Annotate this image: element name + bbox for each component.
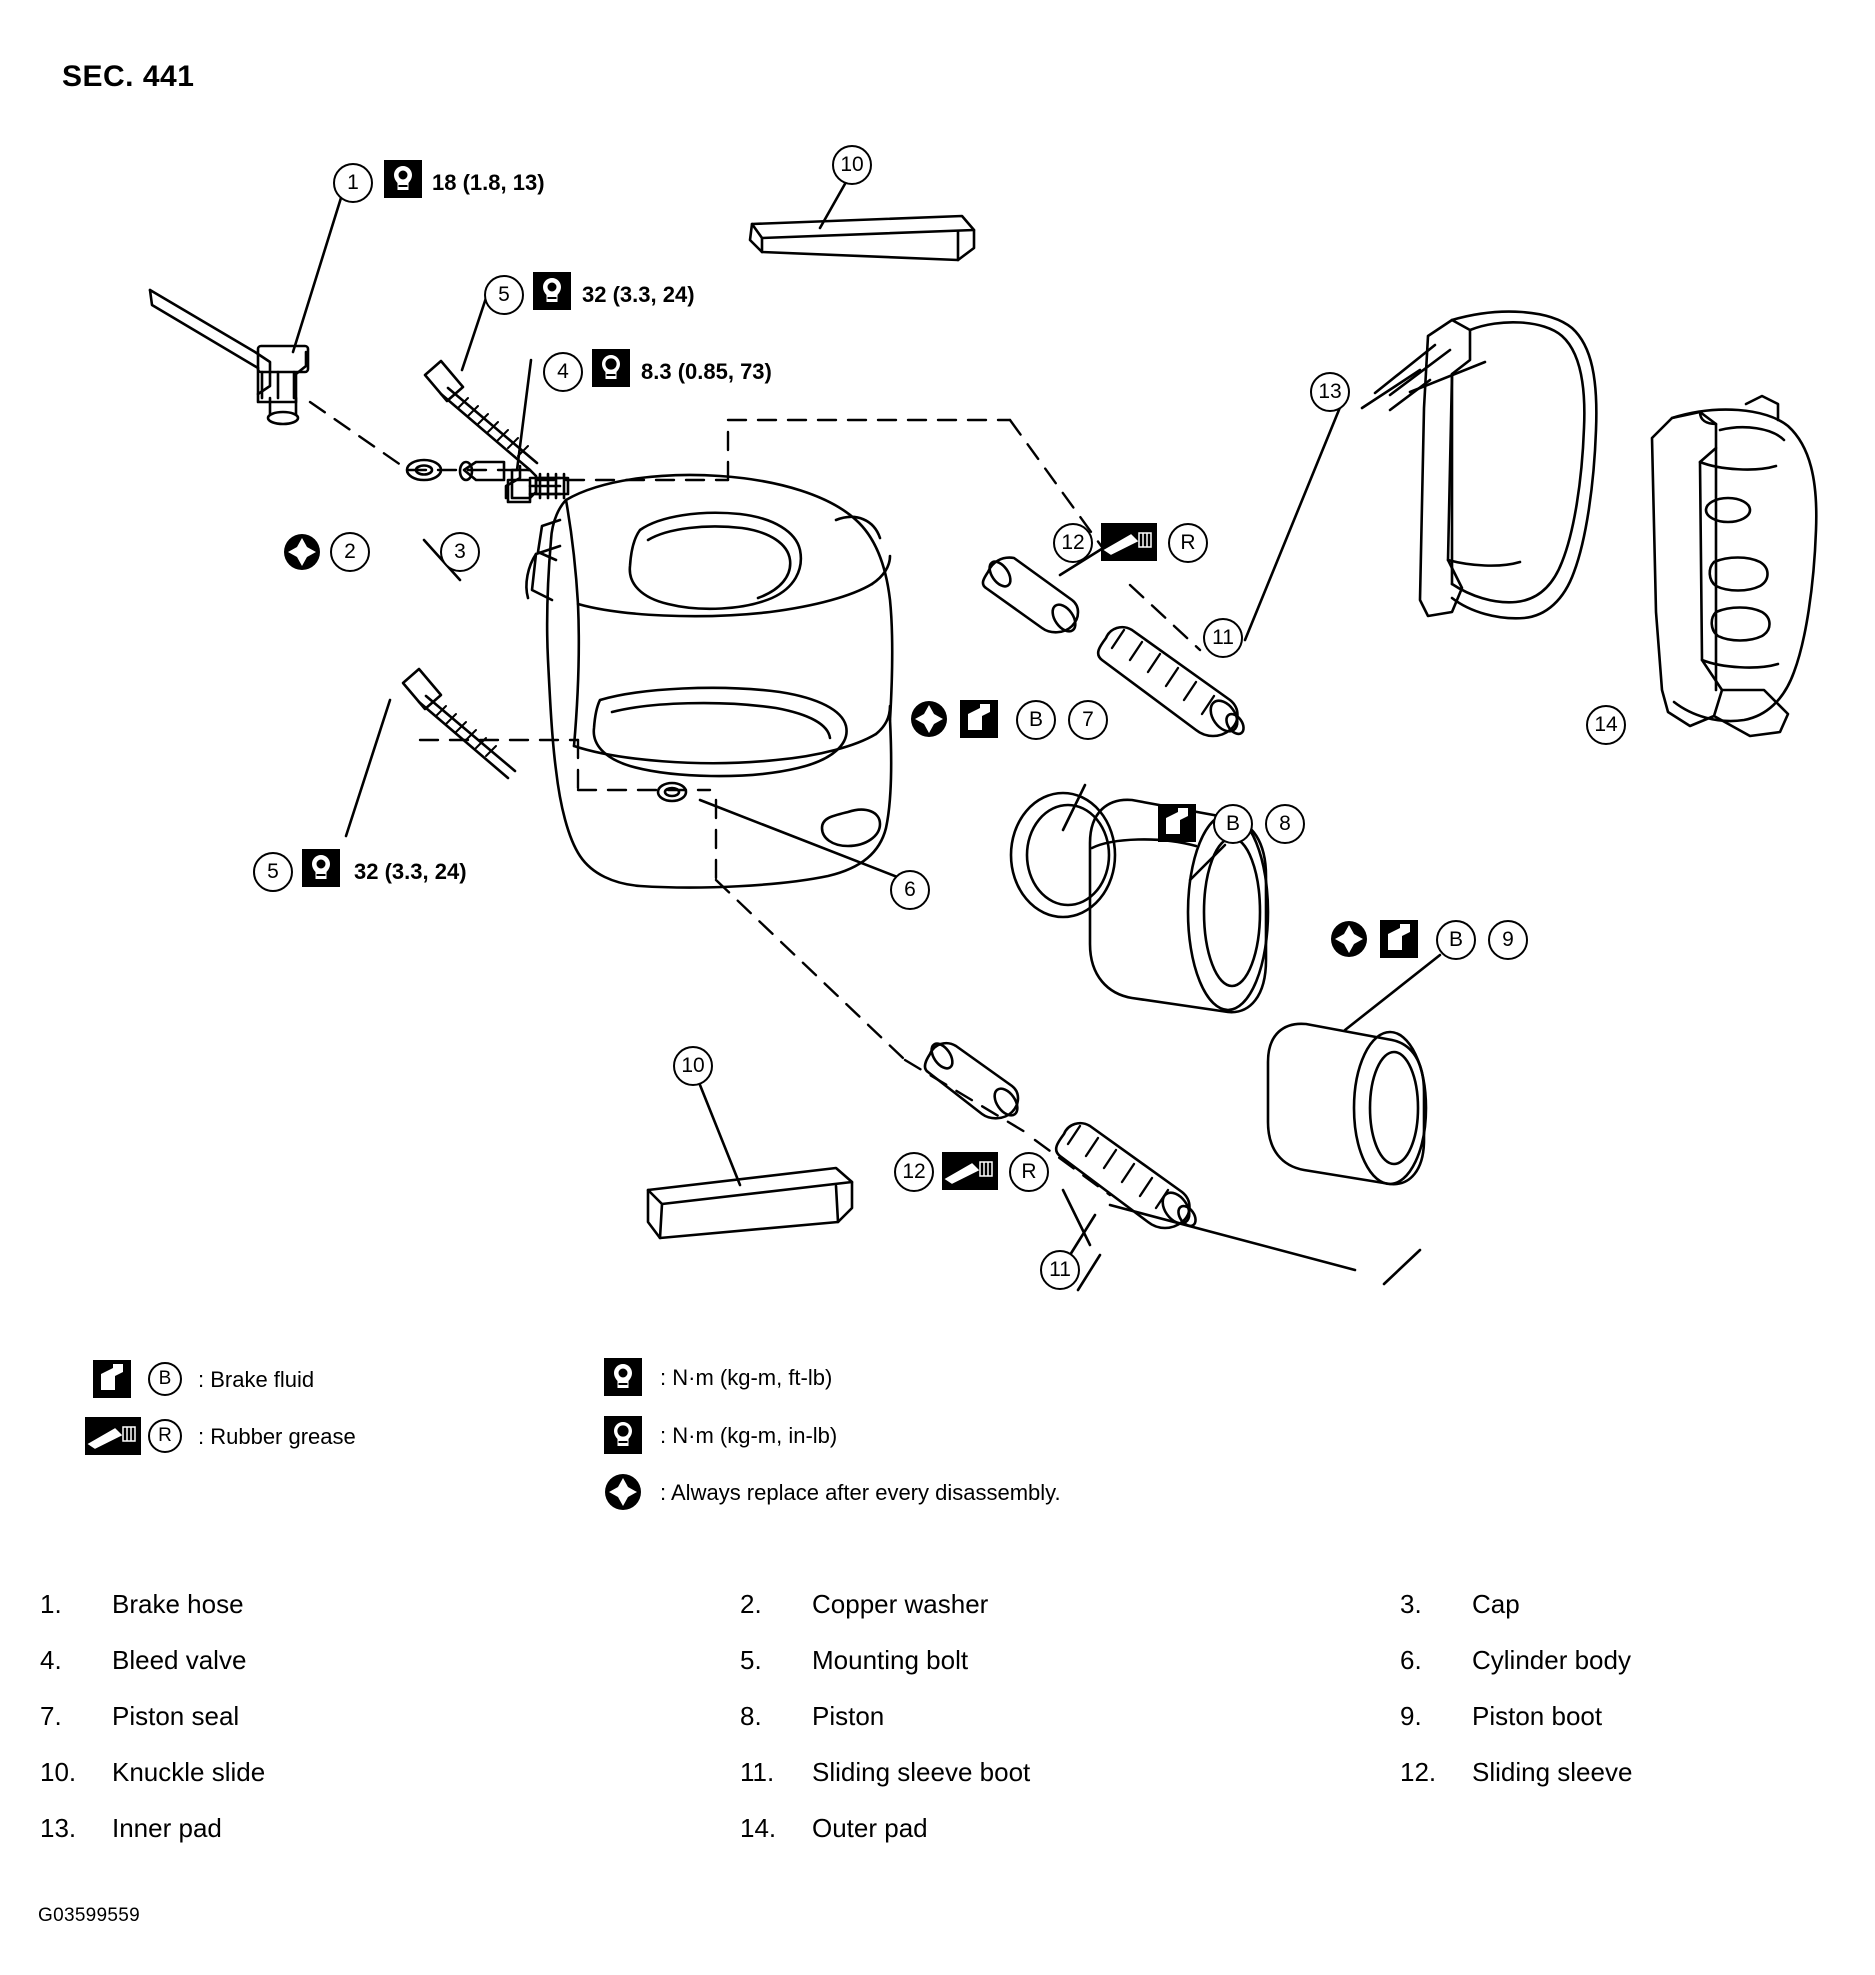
part-number: 8. bbox=[740, 1700, 762, 1731]
badge-brake-fluid-9: B bbox=[1436, 920, 1476, 960]
part-name: Brake hose bbox=[112, 1588, 244, 1619]
part-number: 9. bbox=[1400, 1700, 1422, 1731]
part-item-11 bbox=[740, 1757, 1400, 1788]
part-item-3 bbox=[1400, 1589, 1840, 1620]
brake-fluid-icon bbox=[1158, 804, 1196, 842]
part-number: 13. bbox=[40, 1812, 77, 1843]
part-item-1 bbox=[40, 1589, 740, 1620]
part-number: 14. bbox=[740, 1812, 777, 1843]
part-number: 6. bbox=[1400, 1644, 1422, 1675]
legend-torque-ftlb-text: : N·m (kg-m, ft-lb) bbox=[660, 1365, 833, 1390]
always-replace-icon bbox=[283, 533, 321, 571]
callout-12-top[interactable]: 12 bbox=[1053, 523, 1093, 563]
parts-row bbox=[40, 1688, 1840, 1744]
part-name: Piston bbox=[812, 1700, 885, 1731]
part-number: 12. bbox=[1400, 1756, 1437, 1787]
part-name: Sliding sleeve bbox=[1472, 1756, 1633, 1787]
callout-12-bottom[interactable]: 12 bbox=[894, 1152, 934, 1192]
torque-spec-5-top: 32 (3.3, 24) bbox=[582, 282, 695, 307]
part-name: Bleed valve bbox=[112, 1644, 247, 1675]
parts-row bbox=[40, 1632, 1840, 1688]
rubber-grease-icon bbox=[942, 1152, 998, 1190]
part-item-2 bbox=[740, 1589, 1400, 1620]
callout-9[interactable]: 9 bbox=[1488, 920, 1528, 960]
page-title: SEC. 441 bbox=[62, 60, 195, 93]
always-replace-icon bbox=[910, 700, 948, 738]
rubber-grease-icon bbox=[85, 1417, 141, 1455]
rubber-grease-icon bbox=[1101, 523, 1157, 561]
badge-rubber-grease-top: R bbox=[1168, 523, 1208, 563]
callout-2[interactable]: 2 bbox=[330, 532, 370, 572]
part-number: 5. bbox=[740, 1644, 762, 1675]
callout-6[interactable]: 6 bbox=[890, 870, 930, 910]
torque-spec-4: 8.3 (0.85, 73) bbox=[641, 359, 772, 384]
part-number: 2. bbox=[740, 1588, 762, 1619]
part-name: Piston boot bbox=[1472, 1700, 1603, 1731]
part-name: Knuckle slide bbox=[112, 1756, 266, 1787]
part-number: 3. bbox=[1400, 1588, 1422, 1619]
callout-11-top[interactable]: 11 bbox=[1203, 618, 1243, 658]
figure-id: G03599559 bbox=[38, 1905, 141, 1926]
part-item-13 bbox=[40, 1813, 740, 1844]
parts-row bbox=[40, 1576, 1840, 1632]
torque-nm-ftlb-icon bbox=[533, 272, 571, 310]
part-number: 7. bbox=[40, 1700, 62, 1731]
part-name: Outer pad bbox=[812, 1812, 928, 1843]
badge-brake-fluid-8: B bbox=[1213, 804, 1253, 844]
brake-fluid-icon bbox=[1380, 920, 1418, 958]
part-item-6 bbox=[1400, 1645, 1840, 1676]
callout-5-bottom[interactable]: 5 bbox=[253, 852, 293, 892]
part-name: Cap bbox=[1472, 1588, 1520, 1619]
part-number: 4. bbox=[40, 1644, 62, 1675]
part-item-10 bbox=[40, 1757, 740, 1788]
part-item-14 bbox=[740, 1813, 1400, 1844]
part-item-4 bbox=[40, 1645, 740, 1676]
brake-fluid-icon bbox=[93, 1360, 131, 1398]
callout-8[interactable]: 8 bbox=[1265, 804, 1305, 844]
torque-nm-ftlb-icon bbox=[302, 849, 340, 887]
torque-nm-inlb-icon bbox=[592, 349, 630, 387]
part-item-7 bbox=[40, 1701, 740, 1732]
part-name: Inner pad bbox=[112, 1812, 222, 1843]
part-item-9 bbox=[1400, 1701, 1840, 1732]
callout-7[interactable]: 7 bbox=[1068, 700, 1108, 740]
legend-always-replace-text: : Always replace after every disassembly. bbox=[660, 1480, 1061, 1505]
part-item-12 bbox=[1400, 1757, 1840, 1788]
parts-list bbox=[40, 1576, 1840, 1856]
part-name: Piston seal bbox=[112, 1700, 240, 1731]
part-item-8 bbox=[740, 1701, 1400, 1732]
legend-badge-brake-fluid: B bbox=[148, 1362, 182, 1396]
torque-nm-ftlb-icon bbox=[384, 160, 422, 198]
torque-spec-1: 18 (1.8, 13) bbox=[432, 170, 545, 195]
part-item-5 bbox=[740, 1645, 1400, 1676]
torque-nm-inlb-icon bbox=[604, 1416, 642, 1454]
parts-row bbox=[40, 1800, 1840, 1856]
part-number: 10. bbox=[40, 1756, 77, 1787]
torque-nm-ftlb-icon bbox=[604, 1358, 642, 1396]
callout-14[interactable]: 14 bbox=[1586, 705, 1626, 745]
part-name: Sliding sleeve boot bbox=[812, 1756, 1031, 1787]
part-name: Copper washer bbox=[812, 1588, 989, 1619]
legend-rubber-grease-text: : Rubber grease bbox=[198, 1424, 356, 1449]
legend-torque-inlb-text: : N·m (kg-m, in-lb) bbox=[660, 1423, 838, 1448]
torque-spec-5-bottom: 32 (3.3, 24) bbox=[354, 859, 467, 884]
part-name: Mounting bolt bbox=[812, 1644, 969, 1675]
parts-row bbox=[40, 1744, 1840, 1800]
always-replace-icon bbox=[604, 1473, 642, 1511]
part-name: Cylinder body bbox=[1472, 1644, 1631, 1675]
part-number: 11. bbox=[740, 1756, 775, 1787]
callout-13[interactable]: 13 bbox=[1310, 372, 1350, 412]
callout-5-top[interactable]: 5 bbox=[484, 275, 524, 315]
callout-10-top[interactable]: 10 bbox=[832, 145, 872, 185]
legend-badge-rubber-grease: R bbox=[148, 1419, 182, 1453]
callout-3[interactable]: 3 bbox=[440, 532, 480, 572]
callout-1[interactable]: 1 bbox=[333, 163, 373, 203]
callout-4[interactable]: 4 bbox=[543, 352, 583, 392]
callout-11-bottom[interactable]: 11 bbox=[1040, 1250, 1080, 1290]
part-number: 1. bbox=[40, 1588, 62, 1619]
brake-fluid-icon bbox=[960, 700, 998, 738]
always-replace-icon bbox=[1330, 920, 1368, 958]
callout-10-bottom[interactable]: 10 bbox=[673, 1046, 713, 1086]
badge-brake-fluid-7: B bbox=[1016, 700, 1056, 740]
legend-brake-fluid-text: : Brake fluid bbox=[198, 1367, 315, 1392]
badge-rubber-grease-bottom: R bbox=[1009, 1152, 1049, 1192]
